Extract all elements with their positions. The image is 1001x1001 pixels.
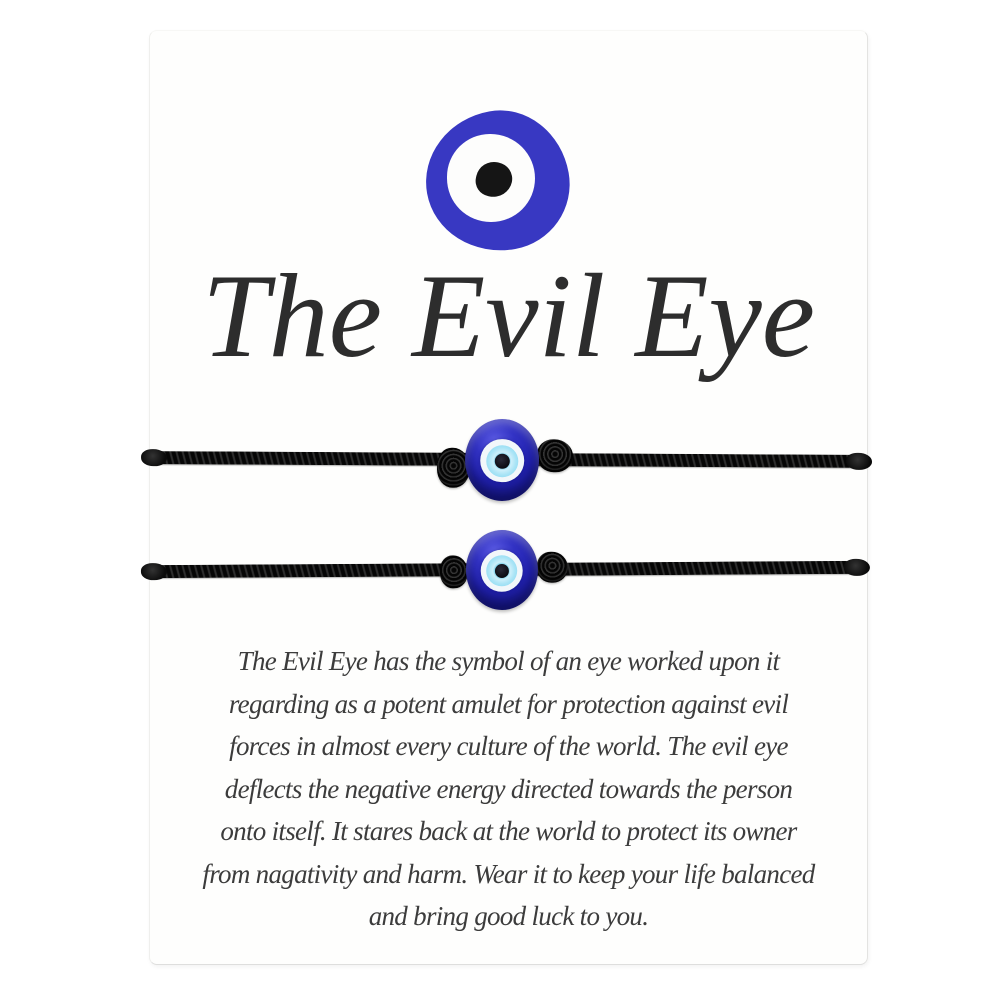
bead-white-ring bbox=[481, 549, 524, 592]
bead-iris bbox=[486, 445, 518, 477]
card-title: The Evil Eye bbox=[201, 249, 816, 382]
cord-knot-right bbox=[537, 552, 568, 583]
cord-end-left bbox=[141, 449, 167, 466]
bracelet-top bbox=[141, 418, 873, 522]
description-line: deflects the negative energy directed towards the person bbox=[224, 773, 793, 804]
description-line: regarding as a potent amulet for protection against evil bbox=[228, 688, 789, 719]
description-line: and bring good luck to you. bbox=[368, 901, 649, 931]
evil-eye-bead bbox=[466, 530, 538, 610]
bead-pupil bbox=[495, 563, 510, 578]
evil-eye-icon bbox=[426, 111, 569, 251]
cord-end-right bbox=[846, 453, 872, 470]
cord-knot-right bbox=[537, 439, 573, 472]
bracelet-bottom bbox=[141, 528, 871, 632]
description-line: The Evil Eye has the symbol of an eye worked upon it bbox=[237, 646, 780, 676]
card-description bbox=[150, 640, 867, 938]
bead-iris bbox=[486, 555, 517, 586]
cord-end-left bbox=[141, 563, 167, 580]
description-line: from nagativity and harm. Wear it to keep your life balanced bbox=[202, 858, 815, 889]
description-line: onto itself. It stares back at the world to protect its owner bbox=[220, 816, 797, 846]
cord-end-right bbox=[844, 559, 870, 576]
bead-white-ring bbox=[480, 439, 524, 483]
bead-pupil bbox=[495, 453, 510, 468]
cord-knot-left bbox=[440, 555, 468, 588]
description-line: forces in almost every culture of the world. The evil eye bbox=[229, 731, 788, 761]
evil-eye-bead bbox=[465, 419, 539, 501]
